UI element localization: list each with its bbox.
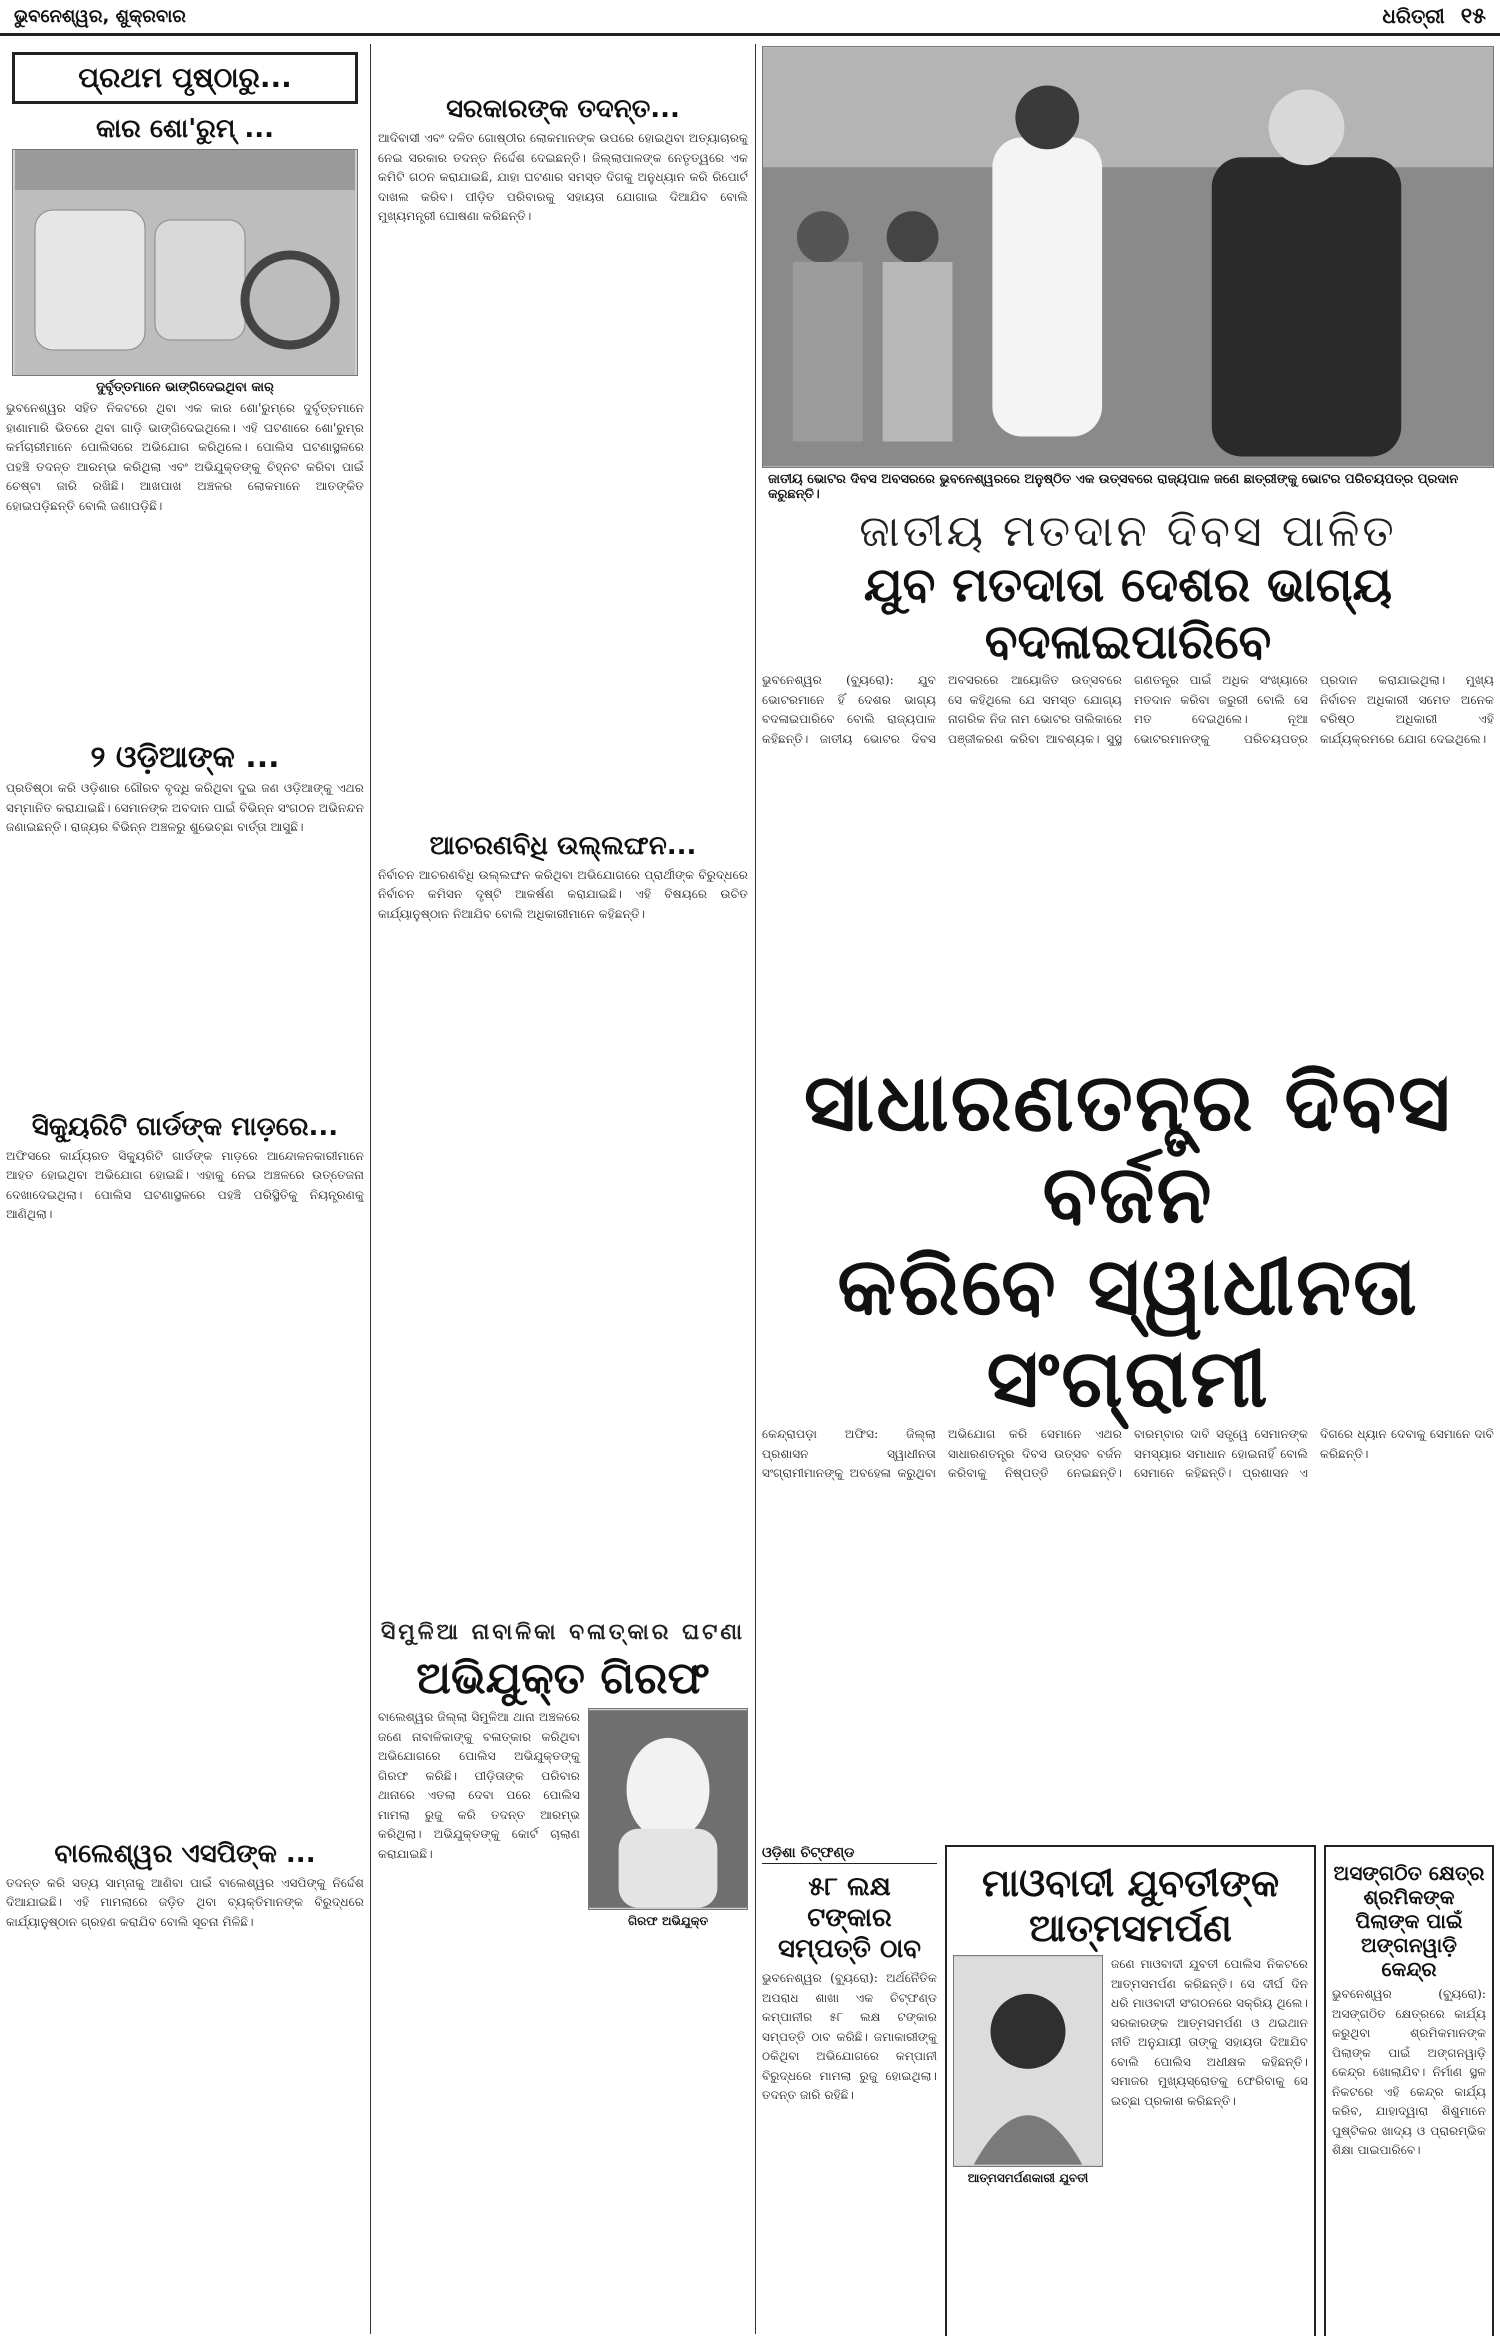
- fraud-headline: ୫୮ ଲକ୍ଷ ଟଙ୍କାର ସମ୍ପତ୍ତି ଠାବ: [778, 1872, 921, 1964]
- car-story-body: ଭୁବନେଶ୍ୱର ସହିତ ନିକଟରେ ଥିବା ଏକ କାର ଶୋ'ରୁମ୍‌ରେ ଦୁର୍ବୃତ୍ତମାନେ ହାଣାମାରି ଭିତରେ ଥିବା ଗାଡ଼ି ଭାଙ୍ଗିଦେଇଥିଲେ। ଏହି ଘଟଣାରେ ଶୋ'ରୁମ୍‌ର କର୍ମଚାରୀମାନେ ପୋଲିସରେ ଅଭିଯୋଗ କରିଥିଲେ। ପୋଲିସ ଘଟଣାସ୍ଥଳରେ ପହଞ୍ଚି ତଦନ୍ତ ଆରମ୍ଭ କରିଥିଲା ଏବଂ ଅଭିଯୁକ୍ତଙ୍କୁ ଚିହ୍ନଟ କରିବା ପାଇଁ ଚେଷ୍ଟା ଜାରି ରଖିଛି। ଆଖପାଖ ଅଞ୍ଚଳର ଲୋକମାନେ ଆତଙ୍କିତ ହୋଇପଡ଼ିଛନ୍ତି ବୋଲି ଜଣାପଡ଼ିଛି।: [6, 401, 364, 513]
- maoist-photo-caption: ଆତ୍ମସମର୍ପଣକାରୀ ଯୁବତୀ: [967, 2171, 1089, 2185]
- young-voters-headline: ଯୁବ ମତଦାତା ଦେଶର ଭାଗ୍ୟ ବଦଳାଇପାରିବେ: [863, 557, 1393, 670]
- balasore-sp-headline: ବାଲେଶ୍ୱର ଏସପିଙ୍କ ...: [54, 1838, 316, 1869]
- voter-day-photo-caption: ଜାତୀୟ ଭୋଟର ଦିବସ ଅବସରରେ ଭୁବନେଶ୍ୱରରେ ଅନୁଷ୍ଠିତ ଏକ ଉତ୍ସବରେ ରାଜ୍ୟପାଳ ଜଣେ ଛାତ୍ରୀଙ୍କୁ ଭୋଟର ପରିଚୟପତ୍ର ପ୍ରଦାନ କରୁଛନ୍ତି।: [768, 472, 1459, 502]
- maoist-headline: ମାଓବାଦୀ ଯୁବତୀଙ୍କ ଆତ୍ମସମର୍ପଣ: [981, 1861, 1280, 1950]
- car-photo-illustration: [13, 150, 357, 375]
- code-violation-headline: ଆଚରଣବିଧି ଉଲ୍ଲଙ୍ଘନ...: [429, 830, 697, 861]
- sp-story-body: ତଦନ୍ତ କରି ସତ୍ୟ ସାମ୍ନାକୁ ଆଣିବା ପାଇଁ ବାଲେଶ୍ୱର ଏସପିଙ୍କୁ ନିର୍ଦ୍ଦେଶ ଦିଆଯାଇଛି। ଏହି ମାମଲାରେ ଜଡ଼ିତ ଥିବା ବ୍ୟକ୍ତିମାନଙ୍କ ବିରୁଦ୍ଧରେ କାର୍ଯ୍ୟାନୁଷ୍ଠାନ ଗ୍ରହଣ କରାଯିବ ବୋଲି ସୂଚନା ମିଳିଛି।: [6, 1875, 364, 1929]
- security-guard-headline: ସିକ୍ୟୁରିଟି ଗାର୍ଡଙ୍କ ମାଡ଼ରେ...: [31, 1111, 339, 1142]
- code-violation-filler: [378, 930, 748, 1620]
- paper-name: ଧରିତ୍ରୀ: [1382, 4, 1445, 28]
- right-bottom-row: [762, 1845, 1494, 2336]
- car-interior-photo: [12, 149, 358, 376]
- simulia-row: [378, 1708, 748, 1933]
- car-showroom-headline: କାର ଶୋ'ରୁମ୍ ...: [96, 114, 274, 144]
- simulia-kicker: ସିମୁଳିଆ ନାବାଳିକା ବଳାତ୍କାର ଘଟଣା: [380, 1620, 746, 1645]
- front-page-continuation-box: ପ୍ରଥମ ପୃଷ୍ଠାରୁ...: [12, 52, 358, 104]
- maoist-story: [945, 1845, 1316, 2336]
- rule-mid: [755, 44, 756, 2334]
- maoist-woman-photo: [953, 1955, 1103, 2167]
- odia-headline: ୨ ଓଡ଼ିଆଙ୍କ ...: [90, 740, 280, 775]
- anganwadi-body: ଭୁବନେଶ୍ୱର (ବ୍ୟୁରୋ): ଅସଙ୍ଗଠିତ କ୍ଷେତ୍ରରେ କାର୍ଯ୍ୟ କରୁଥିବା ଶ୍ରମିକମାନଙ୍କ ପିଲାଙ୍କ ପାଇଁ ଅଙ୍ଗନୱାଡ଼ି କେନ୍ଦ୍ର ଖୋଲାଯିବ। ନିର୍ମାଣ ସ୍ଥଳ ନିକଟରେ ଏହି କେନ୍ଦ୍ର କାର୍ଯ୍ୟ କରିବ, ଯାହାଦ୍ୱାରା ଶିଶୁମାନେ ପୁଷ୍ଟିକର ଖାଦ୍ୟ ଓ ପ୍ରାରମ୍ଭିକ ଶିକ୍ଷା ପାଇପାରିବେ।: [1332, 1987, 1486, 2157]
- maoist-body: ଜଣେ ମାଓବାଦୀ ଯୁବତୀ ପୋଲିସ ନିକଟରେ ଆତ୍ମସମର୍ପଣ କରିଛନ୍ତି। ସେ ଦୀର୍ଘ ଦିନ ଧରି ମାଓବାଦୀ ସଂଗଠନରେ ସକ୍ରିୟ ଥିଲେ। ସରକାରଙ୍କ ଆତ୍ମସମର୍ପଣ ଓ ଥଇଥାନ ନୀତି ଅନୁଯାୟୀ ତାଙ୍କୁ ସହାୟତା ଦିଆଯିବ ବୋଲି ପୋଲିସ ଅଧୀକ୍ଷକ କହିଛନ୍ତି। ସମାଜର ମୁଖ୍ୟସ୍ରୋତକୁ ଫେରିବାକୁ ସେ ଇଚ୍ଛା ପ୍ରକାଶ କରିଛନ୍ତି।: [1111, 1957, 1308, 2108]
- boycott-body: କେନ୍ଦ୍ରାପଡ଼ା ଅଫିସ: ଜିଲ୍ଲା ପ୍ରଶାସନ ସ୍ୱାଧୀନତା ସଂଗ୍ରାମୀମାନଙ୍କୁ ଅବହେଳା କରୁଥିବା ଅଭିଯୋଗ କରି ସେମାନେ ଏଥର ସାଧାରଣତନ୍ତ୍ର ଦିବସ ଉତ୍ସବ ବର୍ଜନ କରିବାକୁ ନିଷ୍ପତ୍ତି ନେଇଛନ୍ତି। ବାରମ୍ବାର ଦାବି ସତ୍ତ୍ୱେ ସେମାନଙ୍କ ସମସ୍ୟାର ସମାଧାନ ହୋଇନାହିଁ ବୋଲି ସେମାନେ କହିଛନ୍ତି। ପ୍ରଶାସନ ଏ ଦିଗରେ ଧ୍ୟାନ ଦେବାକୁ ସେମାନେ ଦାବି କରିଛନ୍ତି।: [762, 1427, 1494, 1480]
- security-story-body: ଅଫିସରେ କାର୍ଯ୍ୟରତ ସିକ୍ୟୁରିଟି ଗାର୍ଡଙ୍କ ମାଡ଼ରେ ଆନ୍ଦୋଳନକାରୀମାନେ ଆହତ ହୋଇଥିବା ଅଭିଯୋଗ ହୋଇଛି। ଏହାକୁ ନେଇ ଅଞ୍ଚଳରେ ଉତ୍ତେଜନା ଦେଖାଦେଇଥିଲା। ପୋଲିସ ଘଟଣାସ୍ଥଳରେ ପହଞ୍ଚି ପରିସ୍ଥିତିକୁ ନିୟନ୍ତ୍ରଣକୁ ଆଣିଥିଲା।: [6, 1148, 364, 1221]
- masthead-right: [1382, 4, 1486, 29]
- govt-probe-body: ଆଦିବାସୀ ଏବଂ ଦଳିତ ଗୋଷ୍ଠୀର ଲୋକମାନଙ୍କ ଉପରେ ହୋଇଥିବା ଅତ୍ୟାଚାରକୁ ନେଇ ସରକାର ତଦନ୍ତ ନିର୍ଦ୍ଦେଶ ଦେଇଛନ୍ତି। ଜିଲ୍ଲାପାଳଙ୍କ ନେତୃତ୍ୱରେ ଏକ କମିଟି ଗଠନ କରାଯାଇଛି, ଯାହା ଘଟଣାର ସମସ୍ତ ଦିଗକୁ ଅନୁଧ୍ୟାନ କରି ରିପୋର୍ଟ ଦାଖଲ କରିବ। ପୀଡ଼ିତ ପରିବାରକୁ ସହାୟତା ଯୋଗାଇ ଦିଆଯିବ ବୋଲି ମୁଖ୍ୟମନ୍ତ୍ରୀ ଘୋଷଣା କରିଛନ୍ତି।: [378, 131, 748, 223]
- voter-day-body: ଭୁବନେଶ୍ୱର (ବ୍ୟୁରୋ): ଯୁବ ଭୋଟରମାନେ ହିଁ ଦେଶର ଭାଗ୍ୟ ବଦଳାଇପାରିବେ ବୋଲି ରାଜ୍ୟପାଳ କହିଛନ୍ତି। ଜାତୀୟ ଭୋଟର ଦିବସ ଅବସରରେ ଆୟୋଜିତ ଉତ୍ସବରେ ସେ କହିଥିଲେ ଯେ ସମସ୍ତ ଯୋଗ୍ୟ ନାଗରିକ ନିଜ ନାମ ଭୋଟର ତାଲିକାରେ ପଞ୍ଜୀକରଣ କରିବା ଆବଶ୍ୟକ। ସୁସ୍ଥ ଗଣତନ୍ତ୍ର ପାଇଁ ଅଧିକ ସଂଖ୍ୟାରେ ମତଦାନ କରିବା ଜରୁରୀ ବୋଲି ସେ ମତ ଦେଇଥିଲେ। ନୂଆ ଭୋଟରମାନଙ୍କୁ ପରିଚୟପତ୍ର ପ୍ରଦାନ କରାଯାଇଥିଲା। ମୁଖ୍ୟ ନିର୍ବାଚନ ଅଧିକାରୀ ସମେତ ଅନେକ ବରିଷ୍ଠ ଅଧିକାରୀ ଏହି କାର୍ଯ୍ୟକ୍ରମରେ ଯୋଗ ଦେଇଥିଲେ।: [762, 673, 1494, 746]
- simulia-body: ବାଲେଶ୍ୱର ଜିଲ୍ଲା ସିମୁଳିଆ ଥାନା ଅଞ୍ଚଳରେ ଜଣେ ନାବାଳିକାଙ୍କୁ ବଳାତ୍କାର କରିଥିବା ଅଭିଯୋଗରେ ପୋଲିସ ଅଭିଯୁକ୍ତଙ୍କୁ ଗିରଫ କରିଛି। ପୀଡ଼ିତାଙ୍କ ପରିବାର ଥାନାରେ ଏତଲା ଦେବା ପରେ ପୋଲିସ ମାମଲା ରୁଜୁ କରି ତଦନ୍ତ ଆରମ୍ଭ କରିଥିଲା। ଅଭିଯୁକ୍ତଙ୍କୁ କୋର୍ଟ ଚାଲାଣ କରାଯାଇଛି।: [378, 1710, 580, 1861]
- security-story-filler: [6, 1231, 364, 1831]
- middle-column: [378, 46, 748, 2336]
- voter-day-photo: [762, 46, 1494, 468]
- maoist-photo-block: [953, 1955, 1103, 2190]
- page-number: ୧୫: [1460, 4, 1486, 29]
- voter-day-photo-illustration: [763, 47, 1493, 467]
- accused-photo-block: [588, 1708, 748, 1933]
- right-column: [762, 46, 1494, 2336]
- car-photo-caption: ଦୁର୍ବୃତ୍ତମାନେ ଭାଙ୍ଗିଦେଇଥିବା କାର୍: [96, 380, 274, 395]
- dateline: ଭୁବନେଶ୍ୱର, ଶୁକ୍ରବାର: [14, 6, 186, 27]
- car-story-filler: [6, 522, 364, 732]
- accused-arrested-headline: ଅଭିଯୁକ୍ତ ଗିରଫ: [416, 1653, 710, 1704]
- voter-day-kicker: ଜାତୀୟ ମତଦାନ ଦିବସ ପାଳିତ: [859, 506, 1397, 557]
- odia-story-body: ପ୍ରତିଷ୍ଠା କରି ଓଡ଼ିଶାର ଗୌରବ ବୃଦ୍ଧି କରିଥିବା ଦୁଇ ଜଣ ଓଡ଼ିଆଙ୍କୁ ଏଥର ସମ୍ମାନିତ କରାଯାଇଛି। ସେମାନଙ୍କ ଅବଦାନ ପାଇଁ ବିଭିନ୍ନ ସଂଗଠନ ଅଭିନନ୍ଦନ ଜଣାଇଛନ୍ତି। ରାଜ୍ୟର ବିଭିନ୍ନ ଅଞ୍ଚଳରୁ ଶୁଭେଚ୍ଛା ବାର୍ତ୍ତା ଆସୁଛି।: [6, 781, 364, 834]
- fraud-kicker: ଓଡ଼ିଶା ଚିଟ୍‌ଫଣ୍ଡ: [762, 1845, 937, 1864]
- voter-day-body-columns: [762, 671, 1494, 1051]
- accused-photo-illustration: [589, 1709, 747, 1909]
- govt-probe-headline: ସରକାରଙ୍କ ତଦନ୍ତ...: [446, 94, 680, 124]
- accused-photo-caption: ଗିରଫ ଅଭିଯୁକ୍ତ: [627, 1914, 709, 1928]
- govt-probe-filler: [378, 233, 748, 823]
- odia-story-filler: [6, 844, 364, 1104]
- anganwadi-headline: ଅସଙ୍ଗଠିତ କ୍ଷେତ୍ର ଶ୍ରମିକଙ୍କ ପିଲାଙ୍କ ପାଇଁ ଅଙ୍ଗନୱାଡ଼ି କେନ୍ଦ୍ର: [1333, 1861, 1485, 1981]
- anganwadi-story: [1324, 1845, 1494, 2336]
- boycott-headline-line2: କରିବେ ସ୍ୱାଧୀନତା ସଂଗ୍ରାମୀ: [837, 1240, 1419, 1425]
- left-column: [6, 46, 364, 2336]
- maoist-row: [953, 1955, 1308, 2190]
- fraud-body: ଭୁବନେଶ୍ୱର (ବ୍ୟୁରୋ): ଅର୍ଥନୈତିକ ଅପରାଧ ଶାଖା ଏକ ଚିଟ୍‌ଫଣ୍ଡ କମ୍ପାନୀର ୫୮ ଲକ୍ଷ ଟଙ୍କାର ସମ୍ପତ୍ତି ଠାବ କରିଛି। ଜମାକାରୀଙ୍କୁ ଠକିଥିବା ଅଭିଯୋଗରେ କମ୍ପାନୀ ବିରୁଦ୍ଧରେ ମାମଲା ରୁଜୁ ହୋଇଥିଲା। ତଦନ୍ତ ଜାରି ରହିଛି।: [762, 1971, 937, 2102]
- rule-left: [370, 44, 371, 2334]
- fraud-story: [762, 1845, 937, 2336]
- boycott-body-columns: [762, 1425, 1494, 1845]
- code-violation-body: ନିର୍ବାଚନ ଆଚରଣବିଧି ଉଲ୍ଲଙ୍ଘନ କରିଥିବା ଅଭିଯୋଗରେ ପ୍ରାର୍ଥୀଙ୍କ ବିରୁଦ୍ଧରେ ନିର୍ବାଚନ କମିସନ ଦୃଷ୍ଟି ଆକର୍ଷଣ କରାଯାଇଛି। ଏହି ବିଷୟରେ ଉଚିତ କାର୍ଯ୍ୟାନୁଷ୍ଠାନ ନିଆଯିବ ବୋଲି ଅଧିକାରୀମାନେ କହିଛନ୍ତି।: [378, 867, 748, 921]
- accused-photo: [588, 1708, 748, 1910]
- boycott-headline-line1: ସାଧାରଣତନ୍ତ୍ର ଦିବସ ବର୍ଜନ: [803, 1056, 1453, 1241]
- page-header: [0, 0, 1500, 36]
- maoist-photo-illustration: [954, 1956, 1102, 2166]
